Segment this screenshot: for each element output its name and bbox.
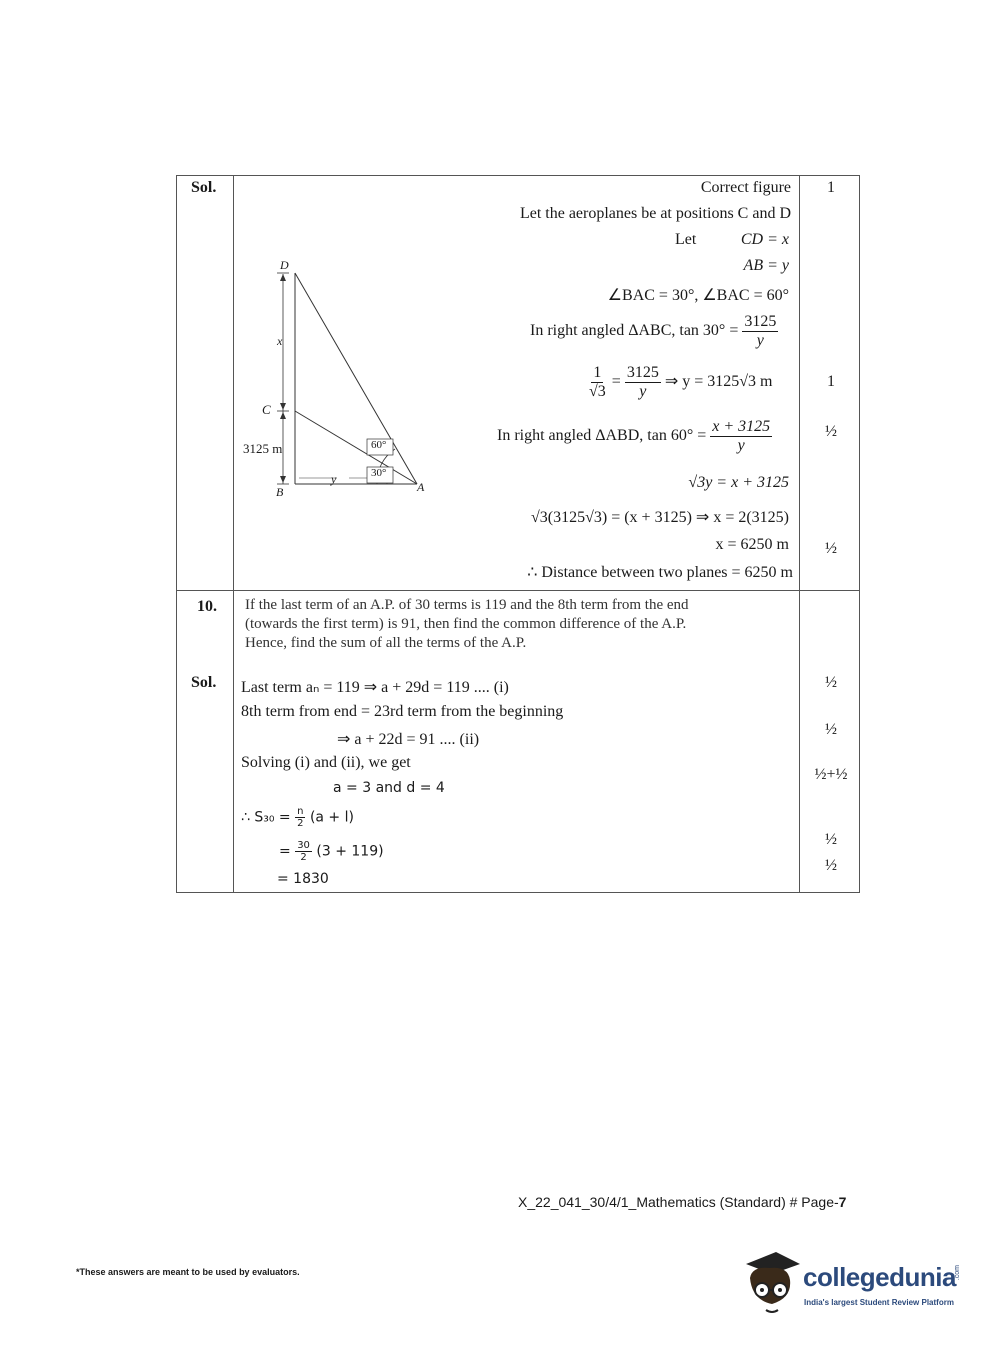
mark: ½ bbox=[825, 540, 837, 557]
column-divider bbox=[233, 176, 234, 892]
fraction-denominator: 2 bbox=[300, 852, 307, 863]
line-ca bbox=[295, 411, 417, 484]
solution-line: √3(3125√3) = (x + 3125) ⇒ x = 2(3125) bbox=[530, 509, 789, 526]
aeroplane-figure bbox=[237, 256, 437, 506]
solution-line: a = 3 and d = 4 bbox=[333, 780, 445, 796]
mark: 1 bbox=[827, 179, 835, 196]
tri-abc-prefix: In right angled ΔABC, tan 30° = bbox=[530, 321, 739, 339]
page-number: 7 bbox=[838, 1194, 847, 1210]
solution-line: CD = x bbox=[740, 231, 789, 248]
fraction-numerator: x + 3125 bbox=[712, 418, 771, 435]
sum-suffix: (a + l) bbox=[309, 809, 354, 826]
mark: ½ bbox=[825, 674, 837, 691]
arrow-head bbox=[280, 476, 286, 483]
figure-label-y: y bbox=[331, 472, 337, 486]
question-number: 10. bbox=[197, 598, 217, 615]
brand-tagline: India's largest Student Review Platform bbox=[804, 1298, 954, 1307]
solution-line bbox=[530, 313, 778, 349]
fraction-numerator: n bbox=[297, 806, 304, 817]
mark: ½ bbox=[825, 721, 837, 738]
question-text-line: If the last term of an A.P. of 30 terms is 119 and the 8th term from the end bbox=[245, 597, 689, 613]
fraction-numerator: 1 bbox=[593, 364, 602, 381]
column-divider bbox=[799, 176, 800, 892]
sum-values: (3 + 119) bbox=[316, 843, 384, 860]
sum-substitution bbox=[279, 840, 384, 863]
row-divider bbox=[177, 590, 859, 591]
solution-line: ⇒ a + 22d = 91 .... (ii) bbox=[337, 731, 480, 748]
sum-prefix: ∴ S₃₀ = bbox=[241, 809, 291, 826]
fraction-denominator: 2 bbox=[297, 818, 304, 829]
fraction-numerator: 3125 bbox=[744, 313, 777, 330]
sum-result: = 1830 bbox=[277, 871, 329, 887]
solution-line: $\frac{1}{√3}$ = $\frac{3125}{y}$ ⇒ y = 3125√3 m bbox=[589, 364, 773, 400]
fraction-denominator: y bbox=[639, 382, 647, 400]
page-footer-code bbox=[518, 1194, 846, 1210]
correct-figure-text: Correct figure bbox=[700, 179, 791, 196]
solution-line: Let the aeroplanes be at positions C and D bbox=[519, 205, 791, 222]
fraction-denominator: y bbox=[756, 331, 764, 349]
figure-angle-30: 30° bbox=[371, 467, 387, 479]
brand-dotcom: .com bbox=[954, 1265, 961, 1281]
figure-label-c: C bbox=[262, 402, 271, 417]
figure-label-x: x bbox=[277, 334, 283, 348]
figure-label-b: B bbox=[276, 485, 284, 499]
eq1-result: ⇒ y = 3125√3 m bbox=[664, 372, 773, 390]
figure-label-a: A bbox=[417, 480, 425, 494]
hypotenuse-da bbox=[295, 273, 417, 484]
arrow-head bbox=[280, 274, 286, 281]
sum-formula bbox=[241, 806, 354, 829]
solution-conclusion: ∴ Distance between two planes = 6250 m bbox=[527, 564, 793, 581]
mark: 1 bbox=[827, 373, 835, 390]
sol-label: Sol. bbox=[191, 674, 217, 691]
page-code: X_22_041_30/4/1_Mathematics (Standard) # Page- bbox=[518, 1194, 839, 1210]
mark: ½+½ bbox=[814, 766, 848, 783]
figure-angle-60: 60° bbox=[371, 439, 387, 451]
solution-line: Solving (i) and (ii), we get bbox=[241, 754, 411, 771]
brand-name: collegedunia bbox=[803, 1262, 956, 1292]
disclaimer: *These answers are meant to be used by evaluators. bbox=[76, 1267, 300, 1277]
fraction-denominator: y bbox=[737, 436, 745, 454]
fraction-denominator: √3 bbox=[589, 382, 606, 400]
arrow-head bbox=[280, 403, 286, 410]
tri-abd-prefix: In right angled ΔABD, tan 60° = bbox=[497, 426, 707, 444]
sol-label: Sol. bbox=[191, 179, 217, 196]
fraction-numerator: 30 bbox=[297, 840, 310, 851]
solution-line: ∠BAC = 30°, ∠BAC = 60° bbox=[607, 287, 789, 304]
mark: ½ bbox=[825, 831, 837, 848]
sum-eq: = bbox=[279, 843, 291, 860]
answer-table bbox=[176, 175, 860, 893]
arrow-head bbox=[280, 412, 286, 419]
solution-line: √3y = x + 3125 bbox=[688, 474, 789, 491]
solution-line: AB = y bbox=[743, 257, 789, 274]
solution-line: 8th term from end = 23rd term from the beginning bbox=[241, 703, 564, 720]
mark: ½ bbox=[825, 423, 837, 440]
question-text-line: Hence, find the sum of all the terms of the A.P. bbox=[245, 635, 527, 651]
question-text-line: (towards the first term) is 91, then find the common difference of the A.P. bbox=[245, 616, 687, 632]
figure-label-3125: 3125 m bbox=[243, 441, 283, 456]
mark: ½ bbox=[825, 857, 837, 874]
figure-label-d: D bbox=[280, 258, 289, 272]
solution-line bbox=[497, 418, 772, 454]
solution-line: x = 6250 m bbox=[715, 536, 789, 553]
let-word: Let bbox=[675, 231, 697, 248]
mascot-logo-icon bbox=[740, 1248, 804, 1318]
fraction-numerator: 3125 bbox=[626, 364, 659, 381]
solution-line: Last term aₙ = 119 ⇒ a + 29d = 119 .... (i) bbox=[241, 679, 509, 696]
